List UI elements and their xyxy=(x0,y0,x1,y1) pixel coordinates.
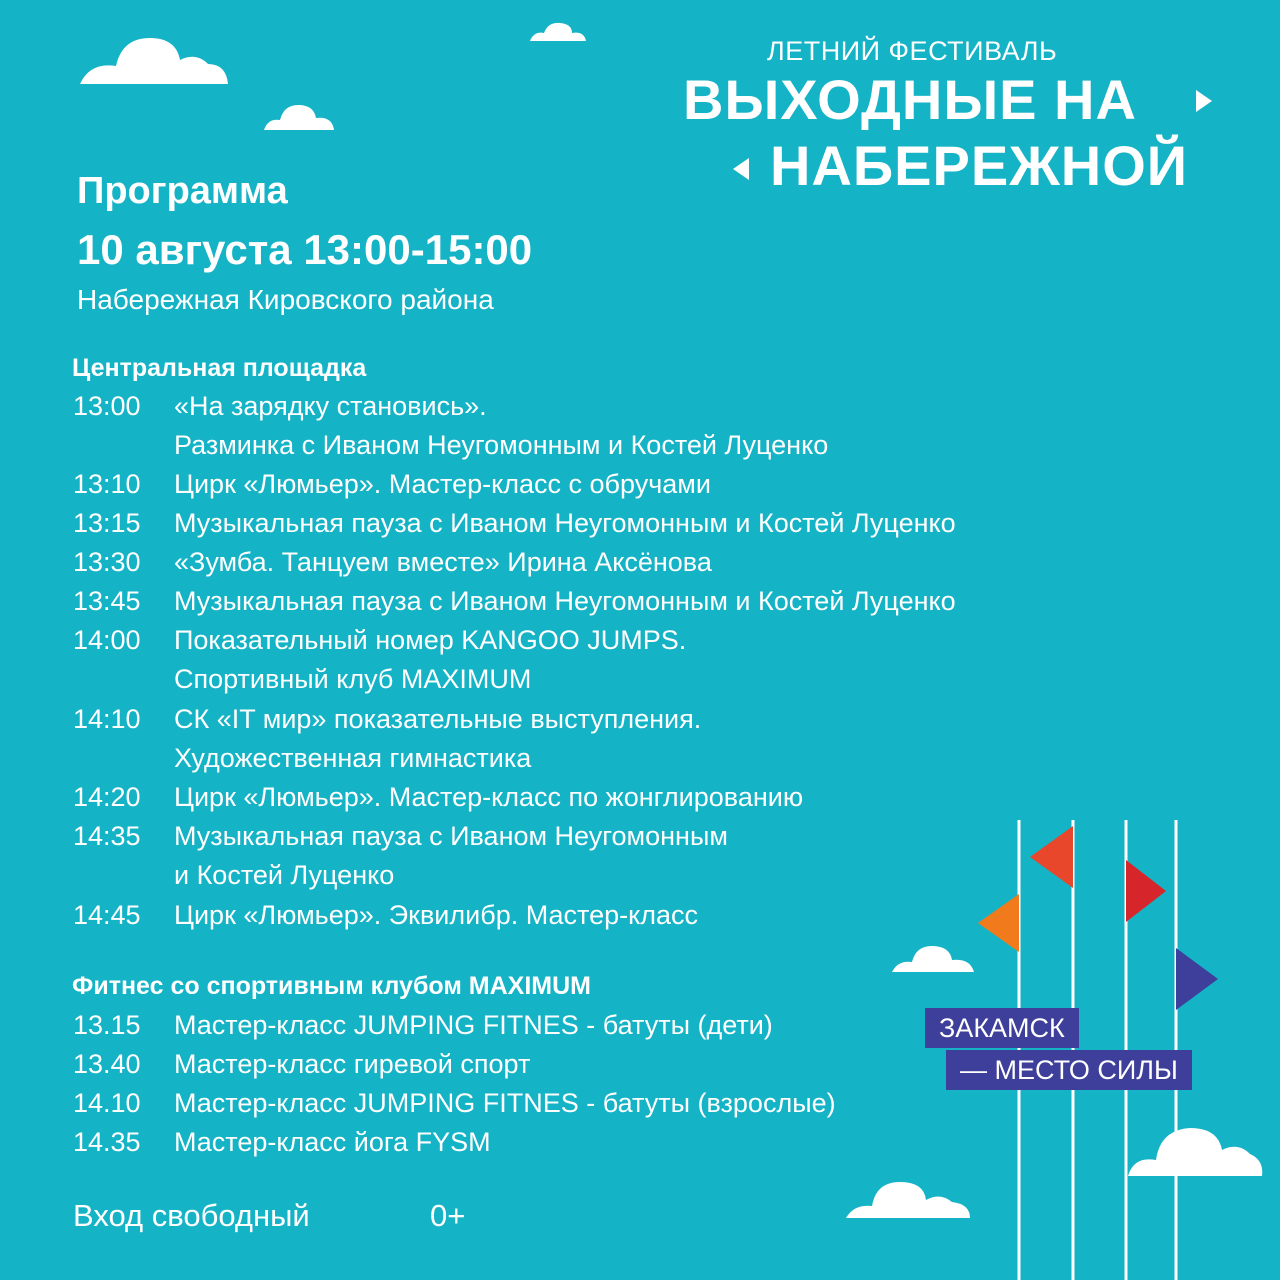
schedule-time: 13:15 xyxy=(73,508,141,538)
section-title-central: Центральная площадка xyxy=(72,354,367,382)
festival-title-line1: ВЫХОДНЫЕ НА xyxy=(683,68,1137,131)
festival-title-line2: НАБЕРЕЖНОЙ xyxy=(770,134,1189,197)
schedule-time: 13:30 xyxy=(73,547,141,577)
schedule-text: и Костей Луценко xyxy=(174,860,395,890)
schedule-text: Музыкальная пауза с Иваном Неугомонным xyxy=(174,821,728,851)
badge-line2: — МЕСТО СИЛЫ xyxy=(946,1050,1192,1090)
program-venue: Набережная Кировского района xyxy=(77,284,494,315)
cloud-icon xyxy=(262,102,336,132)
schedule-text: Музыкальная пауза с Иваном Неугомонным и Костей Луценко xyxy=(174,586,956,616)
schedule-text: Художественная гимнастика xyxy=(174,743,532,773)
schedule-text: Цирк «Люмьер». Мастер-класс по жонглированию xyxy=(174,782,804,812)
schedule-text: Мастер-класс гиревой спорт xyxy=(174,1049,531,1079)
flag-icon xyxy=(1126,860,1166,922)
flag-icon xyxy=(1030,826,1073,888)
arrow-left-icon xyxy=(733,158,749,180)
schedule-time: 14:10 xyxy=(73,704,141,734)
schedule-text: Музыкальная пауза с Иваном Неугомонным и Костей Луценко xyxy=(174,508,956,538)
program-date-time: 10 августа 13:00-15:00 xyxy=(77,226,533,273)
badge-line1: ЗАКАМСК xyxy=(925,1008,1079,1048)
flag-icon xyxy=(978,894,1019,952)
schedule-text: СК «IT мир» показательные выступления. xyxy=(174,704,702,734)
schedule-time: 14.10 xyxy=(73,1088,141,1118)
program-heading: Программа xyxy=(77,170,288,212)
cloud-icon xyxy=(78,34,230,86)
schedule-text: Мастер-класс JUMPING FITNES - батуты (дети) xyxy=(174,1010,773,1040)
schedule-text: Разминка с Иваном Неугомонным и Костей Луценко xyxy=(174,430,829,460)
schedule-time: 13.15 xyxy=(73,1010,141,1040)
schedule-time: 13.40 xyxy=(73,1049,141,1079)
schedule-text: Цирк «Люмьер». Мастер-класс с обручами xyxy=(174,469,711,499)
schedule-text: «На зарядку становись». xyxy=(174,391,487,421)
arrow-right-icon xyxy=(1196,90,1212,112)
schedule-text: Цирк «Люмьер». Эквилибр. Мастер-класс xyxy=(174,900,698,930)
schedule-time: 14:35 xyxy=(73,821,141,851)
entry-info: Вход свободный xyxy=(73,1198,310,1233)
schedule-time: 14.35 xyxy=(73,1127,141,1157)
flag-icon xyxy=(1176,948,1218,1010)
schedule-time: 14:20 xyxy=(73,782,141,812)
schedule-text: Мастер-класс JUMPING FITNES - батуты (взрослые) xyxy=(174,1088,836,1118)
schedule-time: 13:10 xyxy=(73,469,141,499)
schedule-time: 14:00 xyxy=(73,625,141,655)
schedule-text: Показательный номер KANGOO JUMPS. xyxy=(174,625,687,655)
section-title-fitness: Фитнес со спортивным клубом MAXIMUM xyxy=(72,972,591,1000)
schedule-text: «Зумба. Танцуем вместе» Ирина Аксёнова xyxy=(174,547,712,577)
schedule-text: Спортивный клуб MAXIMUM xyxy=(174,664,532,694)
festival-subtitle: ЛЕТНИЙ ФЕСТИВАЛЬ xyxy=(767,36,1058,66)
schedule-text: Мастер-класс йога FYSM xyxy=(174,1127,491,1157)
cloud-icon xyxy=(844,1178,972,1220)
schedule-time: 14:45 xyxy=(73,900,141,930)
schedule-time: 13:00 xyxy=(73,391,141,421)
schedule-time: 13:45 xyxy=(73,586,141,616)
cloud-icon xyxy=(528,21,588,43)
age-rating: 0+ xyxy=(430,1198,466,1233)
